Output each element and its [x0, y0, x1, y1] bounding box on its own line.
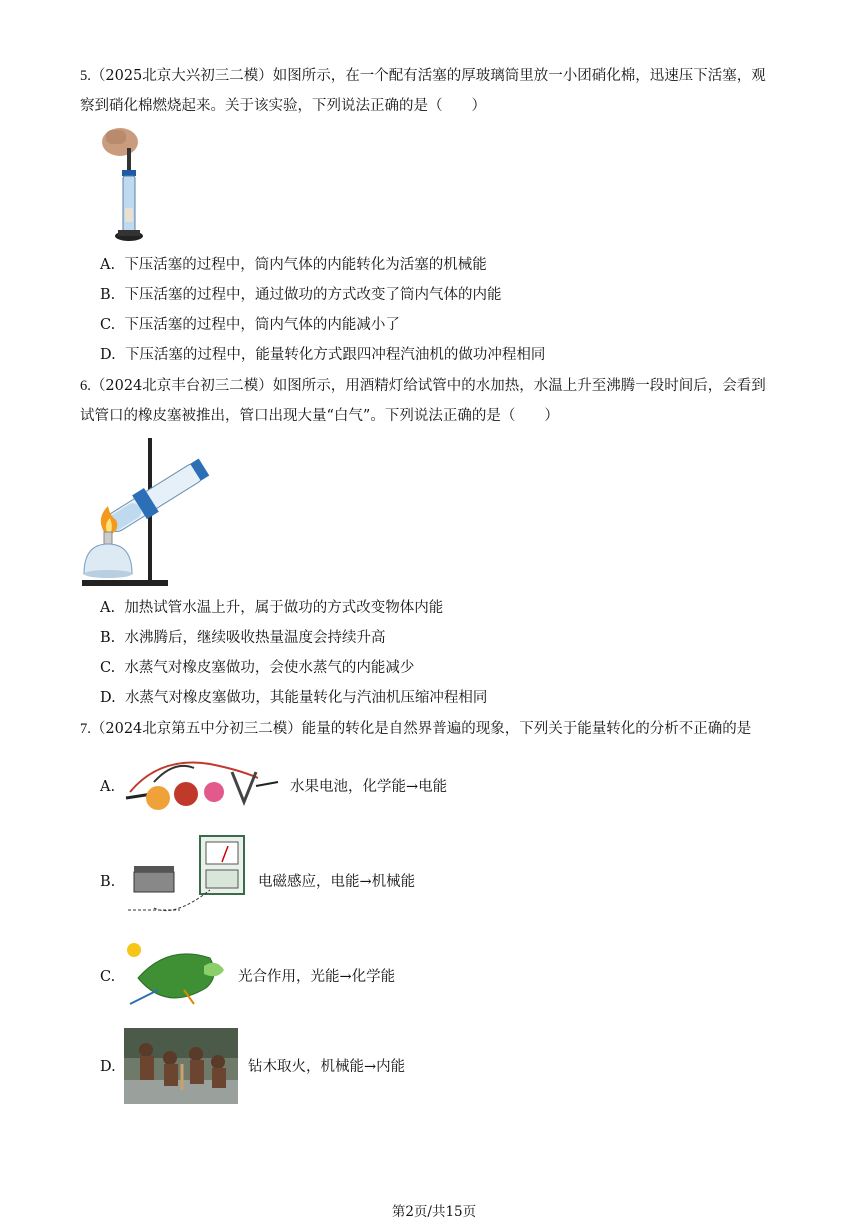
q7-option-d-text: 钻木取火，机械能→内能	[248, 1059, 406, 1075]
q7-option-d-letter: D.	[100, 1059, 116, 1075]
q7-option-c-text: 光合作用，光能→化学能	[238, 969, 396, 985]
q7-option-a-letter: A.	[100, 779, 116, 795]
q5-piston-cylinder-figure	[96, 124, 152, 246]
q5-stem-line1: 5.（2025北京大兴初三二模）如图所示，在一个配有活塞的厚玻璃筒里放一小团硝化棉，迅速压下活塞，观	[80, 68, 766, 84]
q7-stem-line1: 7.（2024北京第五中分初三二模）能量的转化是自然界普遍的现象，下列关于能量转化的分析不正确的是	[80, 721, 752, 737]
q7-electromagnetic-induction-figure	[124, 832, 250, 924]
q7-drill-wood-fire-photo	[124, 1028, 238, 1104]
q6-option-b: B. 水沸腾后，继续吸收热量温度会持续升高	[100, 630, 386, 646]
q7-option-a-text: 水果电池，化学能→电能	[290, 779, 448, 795]
q5-stem-line2: 察到硝化棉燃烧起来。关于该实验，下列说法正确的是（ ）	[80, 98, 486, 114]
q7-option-c-letter: C.	[100, 969, 116, 985]
q5-option-d: D. 下压活塞的过程中，能量转化方式跟四冲程汽油机的做功冲程相同	[100, 347, 546, 363]
page-number-footer: 第2页/共15页	[391, 1204, 477, 1220]
q6-option-a: A. 加热试管水温上升，属于做功的方式改变物体内能	[100, 600, 444, 616]
q7-option-b-letter: B.	[100, 874, 116, 890]
q6-stem-line1: 6.（2024北京丰台初三二模）如图所示，用酒精灯给试管中的水加热，水温上升至沸腾一段时间后，会看到	[80, 378, 766, 394]
q5-option-b: B. 下压活塞的过程中，通过做功的方式改变了筒内气体的内能	[100, 287, 502, 303]
q6-option-c: C. 水蒸气对橡皮塞做功，会使水蒸气的内能减少	[100, 660, 415, 676]
q7-photosynthesis-leaf-figure	[124, 938, 228, 1010]
q5-option-a: A. 下压活塞的过程中，筒内气体的内能转化为活塞的机械能	[100, 257, 487, 273]
q6-option-d: D. 水蒸气对橡皮塞做功，其能量转化与汽油机压缩冲程相同	[100, 690, 488, 706]
q7-option-b-text: 电磁感应，电能→机械能	[258, 874, 416, 890]
q5-option-c: C. 下压活塞的过程中，筒内气体的内能减小了	[100, 317, 400, 333]
q6-stem-line2: 试管口的橡皮塞被推出，管口出现大量“白气”。下列说法正确的是（ ）	[80, 408, 559, 424]
q6-alcohol-lamp-test-tube-figure	[78, 434, 218, 590]
q7-fruit-battery-figure	[124, 752, 284, 814]
